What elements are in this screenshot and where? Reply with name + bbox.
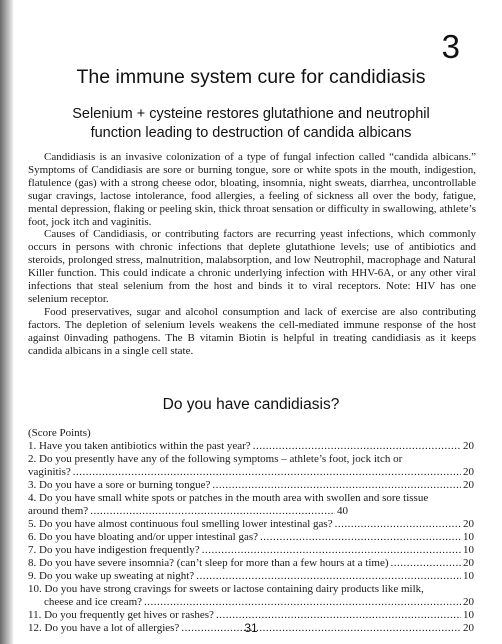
question-text: 8. Do you have severe insomnia? (can’t sleep for more than a few hours at a time)	[28, 557, 389, 569]
score-header: (Score Points)	[28, 427, 91, 439]
question-points: 20	[463, 466, 474, 478]
question-points: 20	[463, 518, 474, 530]
quiz-list	[28, 427, 474, 635]
question-points: 10	[463, 609, 474, 621]
question-text-cont: cheese and ice cream?	[44, 596, 143, 608]
page-gutter-shadow	[0, 0, 14, 644]
question-text: 12. Do you have a lot of allergies?	[28, 622, 180, 634]
question-points: 10	[463, 570, 474, 582]
dot-leader	[73, 466, 461, 479]
question-text: 7. Do you have indigestion frequently?	[28, 544, 200, 556]
dot-leader	[253, 440, 461, 453]
question-text: 11. Do you frequently get hives or rashes?	[28, 609, 214, 621]
quiz-item-1	[28, 440, 474, 453]
question-text: 4. Do you have small white spots or patches in the mouth area with swollen and sore tissue	[28, 492, 429, 504]
question-points: 10	[463, 531, 474, 543]
quiz-item-5	[28, 518, 474, 531]
intro-paragraph-1: Candidiasis is an invasive colonization of a type of fungal infection called “candida albicans.” Symptoms of Candidiasis are sore or burning tongue, sore or white spots in the mouth, indigestion, flatulence (gas) with a strong cheese odor, bloating, insomnia, night sweats, diarrhea, uncontrollable sugar cravings, lactose intolerance, food allergies, a feeling of sickness all over the body, fatigue, mental depression, flaking or peeling skin, thick throat sensation or difficulty in swallowing, athlete’s foot, jock itch and vaginitis.	[28, 151, 476, 228]
question-text-cont: vaginitis?	[28, 466, 71, 478]
intro-paragraph-2: Causes of Candidiasis, or contributing factors are recurring yeast infections, which commonly occurs in persons with chronic infections that deplete glutathione levels; use of antibiotics and steroids, prolonged stress, malnutrition, malabsorption, and low Neutrophil, macrophage and Natural Killer function. This could indicate a chronic underlying infection with HHV-6A, or any other viral infections that steal selenium from the host and binds it to viral receptors. Note: HIV has one selenium receptor.	[28, 228, 476, 305]
question-text-cont: around them?	[28, 505, 89, 517]
question-text: 1. Have you taken antibiotics within the past year?	[28, 440, 251, 452]
dot-leader	[260, 531, 461, 544]
chapter-subtitle	[48, 105, 454, 143]
quiz-item-6	[28, 531, 474, 544]
quiz-item-10	[28, 583, 474, 609]
question-points: 40	[337, 505, 348, 517]
dot-leader	[196, 570, 461, 583]
dot-leader	[212, 479, 461, 492]
chapter-title: The immune system cure for candidiasis	[76, 66, 426, 88]
question-text: 10. Do you have strong cravings for sweets or lactose containing dairy products like milk,	[28, 583, 424, 595]
question-text: 3. Do you have a sore or burning tongue?	[28, 479, 211, 491]
question-points: 10	[463, 544, 474, 556]
question-text: 5. Do you have almost continuous foul smelling lower intestinal gas?	[28, 518, 333, 530]
quiz-heading: Do you have candidiasis?	[162, 396, 340, 413]
quiz-item-9	[28, 570, 474, 583]
question-text: 9. Do you wake up sweating at night?	[28, 570, 195, 582]
quiz-item-4	[28, 492, 474, 518]
page-number: 31	[244, 621, 258, 635]
question-points: 20	[463, 596, 474, 608]
dot-leader	[391, 557, 461, 570]
question-points: 20	[463, 440, 474, 452]
question-points: 20	[463, 479, 474, 491]
intro-text	[28, 151, 476, 358]
intro-paragraph-3: Food preservatives, sugar and alcohol consumption and lack of exercise are also contributing factors. The depletion of selenium levels weakens the cell-mediated immune response of the host against 0invading pathogens. The B vitamin Biotin is helpful in treating candidiasis as it keeps candida albicans in a single cell state.	[28, 305, 476, 357]
subtitle-line-1: Selenium + cysteine restores glutathione and neutrophil	[72, 106, 430, 122]
question-points: 20	[463, 557, 474, 569]
chapter-number: 3	[441, 28, 460, 65]
question-text: 2. Do you presently have any of the following symptoms – athlete’s foot, jock itch or	[28, 453, 403, 465]
quiz-item-3	[28, 479, 474, 492]
dot-leader	[144, 596, 461, 609]
question-text: 6. Do you have bloating and/or upper intestinal gas?	[28, 531, 259, 543]
question-points: 20	[463, 622, 474, 634]
dot-leader	[90, 505, 335, 518]
subtitle-line-2: function leading to destruction of candida albicans	[90, 125, 412, 141]
quiz-item-8	[28, 557, 474, 570]
quiz-item-7	[28, 544, 474, 557]
dot-leader	[202, 544, 461, 557]
dot-leader	[335, 518, 461, 531]
quiz-item-2	[28, 453, 474, 479]
